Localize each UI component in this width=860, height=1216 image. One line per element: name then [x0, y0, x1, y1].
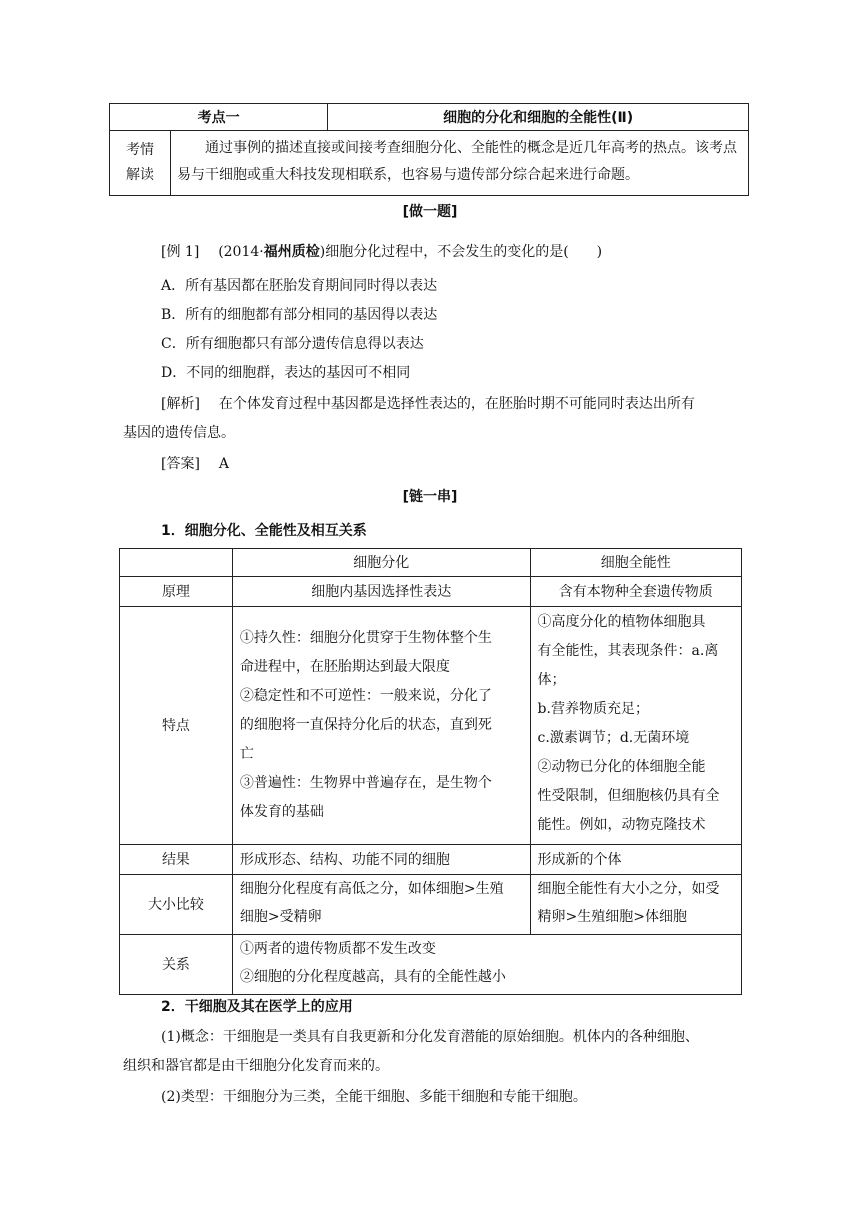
size-line: 细胞全能性有大小之分，如受	[537, 881, 720, 897]
row-label-relation: 关系	[120, 935, 233, 995]
features-line: 性受限制，但细胞核仍具有全	[537, 788, 720, 804]
table-row	[120, 577, 742, 607]
features-line: 的细胞将一直保持分化后的状态，直到死	[239, 717, 492, 733]
exam-analysis-text: 通过事例的描述直接或间接考查细胞分化、全能性的概念是近几年高考的热点。该考点易与干细胞或重大科技发现相联系，也容易与遗传部分综合起来进行命题。	[171, 131, 749, 196]
table-row	[120, 875, 742, 935]
table-row	[120, 935, 742, 995]
exam-analysis-label	[110, 131, 171, 196]
exam-analysis-label-line1: 考情	[126, 142, 154, 158]
features-line: ①高度分化的植物体细胞具	[537, 614, 706, 630]
exam-analysis-label-line2: 解读	[126, 167, 154, 183]
analysis-tag: [解析]	[161, 396, 200, 412]
relation-line: ①两者的遗传物质都不发生改变	[239, 941, 436, 957]
result-differentiation: 形成形态、结构、功能不同的细胞	[232, 845, 530, 875]
section-heading-link: [链一串]	[402, 489, 458, 505]
example-source-bold: 福州质检	[263, 244, 320, 260]
exam-point-header-table	[109, 103, 749, 196]
principle-totipotency: 含有本物种全套遗传物质	[530, 577, 741, 607]
exam-point-label: 考点一	[110, 104, 328, 131]
point2-title: 2．干细胞及其在医学上的应用	[161, 999, 353, 1015]
answer-line	[161, 453, 229, 473]
relation-line: ②细胞的分化程度越高，具有的全能性越小	[239, 969, 506, 985]
exam-point-title: 细胞的分化和细胞的全能性(Ⅱ)	[328, 104, 749, 131]
table-row	[120, 607, 742, 845]
head-totipotency: 细胞全能性	[530, 549, 741, 577]
features-line: 体发育的基础	[239, 804, 324, 820]
features-differentiation	[232, 607, 530, 845]
relation-content	[232, 935, 741, 995]
size-line: 细胞分化程度有高低之分，如体细胞>生殖	[239, 881, 504, 897]
row-label-features: 特点	[120, 607, 233, 845]
option-a: A．所有基因都在胚胎发育期间同时得以表达	[161, 278, 438, 294]
analysis-line-1	[161, 393, 695, 413]
features-line: ①持久性：细胞分化贯穿于生物体整个生	[239, 630, 492, 646]
section-heading-do: [做一题]	[402, 204, 458, 220]
size-differentiation	[232, 875, 530, 935]
example-question-text: )细胞分化过程中，不会发生的变化的是( )	[319, 244, 603, 260]
features-line: ③普遍性：生物界中普遍存在，是生物个	[239, 775, 492, 791]
features-totipotency	[530, 607, 741, 845]
point2-type: (2)类型：干细胞分为三类，全能干细胞、多能干细胞和专能干细胞。	[161, 1089, 587, 1105]
example-question	[161, 241, 602, 261]
option-d: D．不同的细胞群，表达的基因可不相同	[161, 365, 411, 381]
features-line: 能性。例如，动物克隆技术	[537, 817, 706, 833]
analysis-text: 在个体发育过程中基因都是选择性表达的，在胚胎时期不可能同时表达出所有	[218, 396, 695, 412]
option-c: C．所有细胞都只有部分遗传信息得以表达	[161, 336, 424, 352]
option-b: B．所有的细胞都有部分相同的基因得以表达	[161, 307, 438, 323]
size-totipotency	[530, 875, 741, 935]
features-line: 亡	[239, 746, 254, 762]
answer-value: A	[218, 456, 229, 472]
point2-concept-line-1: (1)概念：干细胞是一类具有自我更新和分化发育潜能的原始细胞。机体内的各种细胞、	[161, 1029, 699, 1045]
features-line: b.营养物质充足；	[537, 701, 649, 717]
result-totipotency: 形成新的个体	[530, 845, 741, 875]
size-line: 细胞>受精卵	[239, 909, 322, 925]
features-line: c.激素调节；d.无菌环境	[537, 730, 690, 746]
size-line: 精卵>生殖细胞>体细胞	[537, 909, 688, 925]
answer-tag: [答案]	[161, 456, 200, 472]
row-label-principle: 原理	[120, 577, 233, 607]
point2-concept-line-2: 组织和器官都是由干细胞分化发育而来的。	[123, 1058, 389, 1074]
table-row	[120, 549, 742, 577]
table-cell-empty	[120, 549, 233, 577]
analysis-line-2: 基因的遗传信息。	[123, 425, 235, 441]
comparison-table	[119, 548, 742, 995]
table-row	[120, 845, 742, 875]
row-label-size: 大小比较	[120, 875, 233, 935]
features-line: ②稳定性和不可逆性：一般来说，分化了	[239, 688, 492, 704]
example-tag: [例 1]	[161, 244, 200, 260]
point1-title: 1．细胞分化、全能性及相互关系	[161, 523, 367, 539]
features-line: ②动物已分化的体细胞全能	[537, 759, 706, 775]
features-line: 体；	[537, 672, 566, 688]
principle-differentiation: 细胞内基因选择性表达	[232, 577, 530, 607]
head-differentiation: 细胞分化	[232, 549, 530, 577]
example-source-pre: (2014·	[218, 244, 264, 260]
features-line: 有全能性，其表现条件：a.离	[537, 643, 719, 659]
features-line: 命进程中，在胚胎期达到最大限度	[239, 659, 450, 675]
row-label-result: 结果	[120, 845, 233, 875]
